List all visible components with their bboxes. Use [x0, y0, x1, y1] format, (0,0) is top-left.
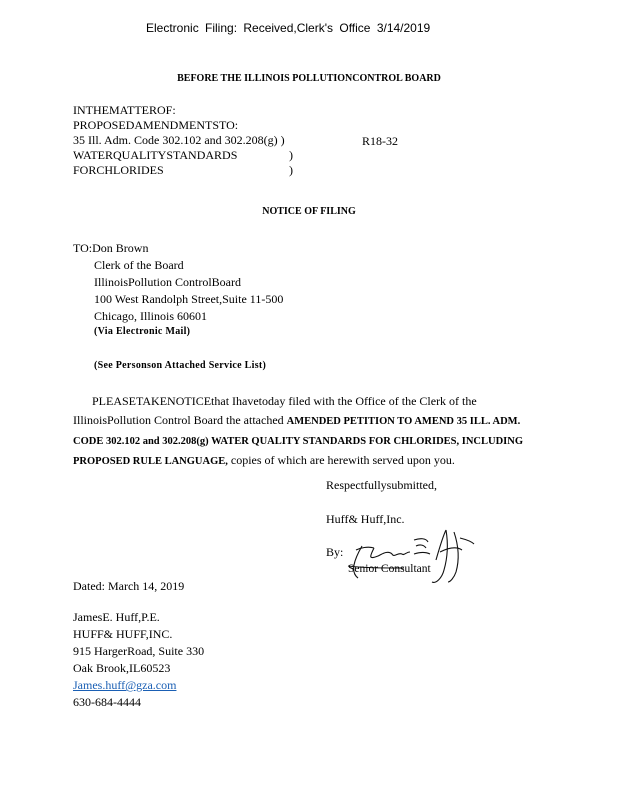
contact-email-link[interactable]: James.huff@gza.com: [73, 678, 177, 692]
contact-company: HUFF& HUFF,INC.: [73, 627, 173, 641]
signer-title: Senior Consultant: [348, 563, 431, 575]
by-label: By:: [326, 545, 344, 559]
caption-paren: ): [289, 148, 293, 162]
closing-phrase: Respectfullysubmitted,: [326, 478, 437, 492]
caption-paren: ): [289, 163, 293, 177]
caption-line-matter: INTHEMATTEROF:: [73, 103, 176, 117]
contact-phone: 630-684-4444: [73, 695, 141, 709]
addressee-title: Clerk of the Board: [94, 258, 184, 272]
caption-line-chlorides: FORCHLORIDES: [73, 163, 164, 177]
contact-name: JamesE. Huff,P.E.: [73, 610, 160, 624]
notice-text-intro: PLEASETAKENOTICEthat Ihavetoday filed with the Office of the Clerk of the IllinoisPollution Control Board the attached: [73, 394, 477, 427]
notice-paragraph: [73, 392, 553, 471]
addressee-city: Chicago, Illinois 60601: [94, 309, 207, 323]
docket-number: R18-32: [362, 134, 398, 148]
addressee-street: 100 West Randolph Street,Suite 11-500: [94, 292, 284, 306]
caption-line-code: 35 Ill. Adm. Code 302.102 and 302.208(g) ): [73, 133, 285, 147]
dated-line: Dated: March 14, 2019: [73, 579, 185, 593]
notice-text-closing: copies of which are herewith served upon you.: [230, 453, 455, 467]
board-title: BEFORE THE ILLINOIS POLLUTIONCONTROL BOARD: [177, 73, 441, 84]
electronic-filing-stamp: Electronic Filing: Received,Clerk's Office 3/14/2019: [146, 21, 431, 35]
addressee-organization: IllinoisPollution ControlBoard: [94, 275, 242, 289]
signature-name-text: James E. Huff: [344, 526, 350, 527]
service-list-note: (See Personson Attached Service List): [94, 360, 267, 371]
firm-name: Huff& Huff,Inc.: [326, 512, 405, 526]
notice-title: NOTICE OF FILING: [262, 206, 356, 217]
delivery-method: (Via Electronic Mail): [94, 326, 191, 337]
contact-address-city: Oak Brook,IL60523: [73, 661, 171, 675]
handwritten-signature: [344, 526, 476, 588]
contact-address-street: 915 HargerRoad, Suite 330: [73, 644, 205, 658]
caption-line-standards: WATERQUALITYSTANDARDS: [73, 148, 238, 162]
notice-text-document-title: AMENDED PETITION TO AMEND 35 ILL. ADM. CODE 302.102 and 302.208(g) WATER QUALITY STANDARDS FOR CHLORIDES, INCLUDING PROPOSED RULE LANGUAGE,: [73, 416, 524, 467]
caption-line-proposed: PROPOSEDAMENDMENTSTO:: [73, 118, 239, 132]
addressee-to: TO:Don Brown: [73, 241, 149, 255]
